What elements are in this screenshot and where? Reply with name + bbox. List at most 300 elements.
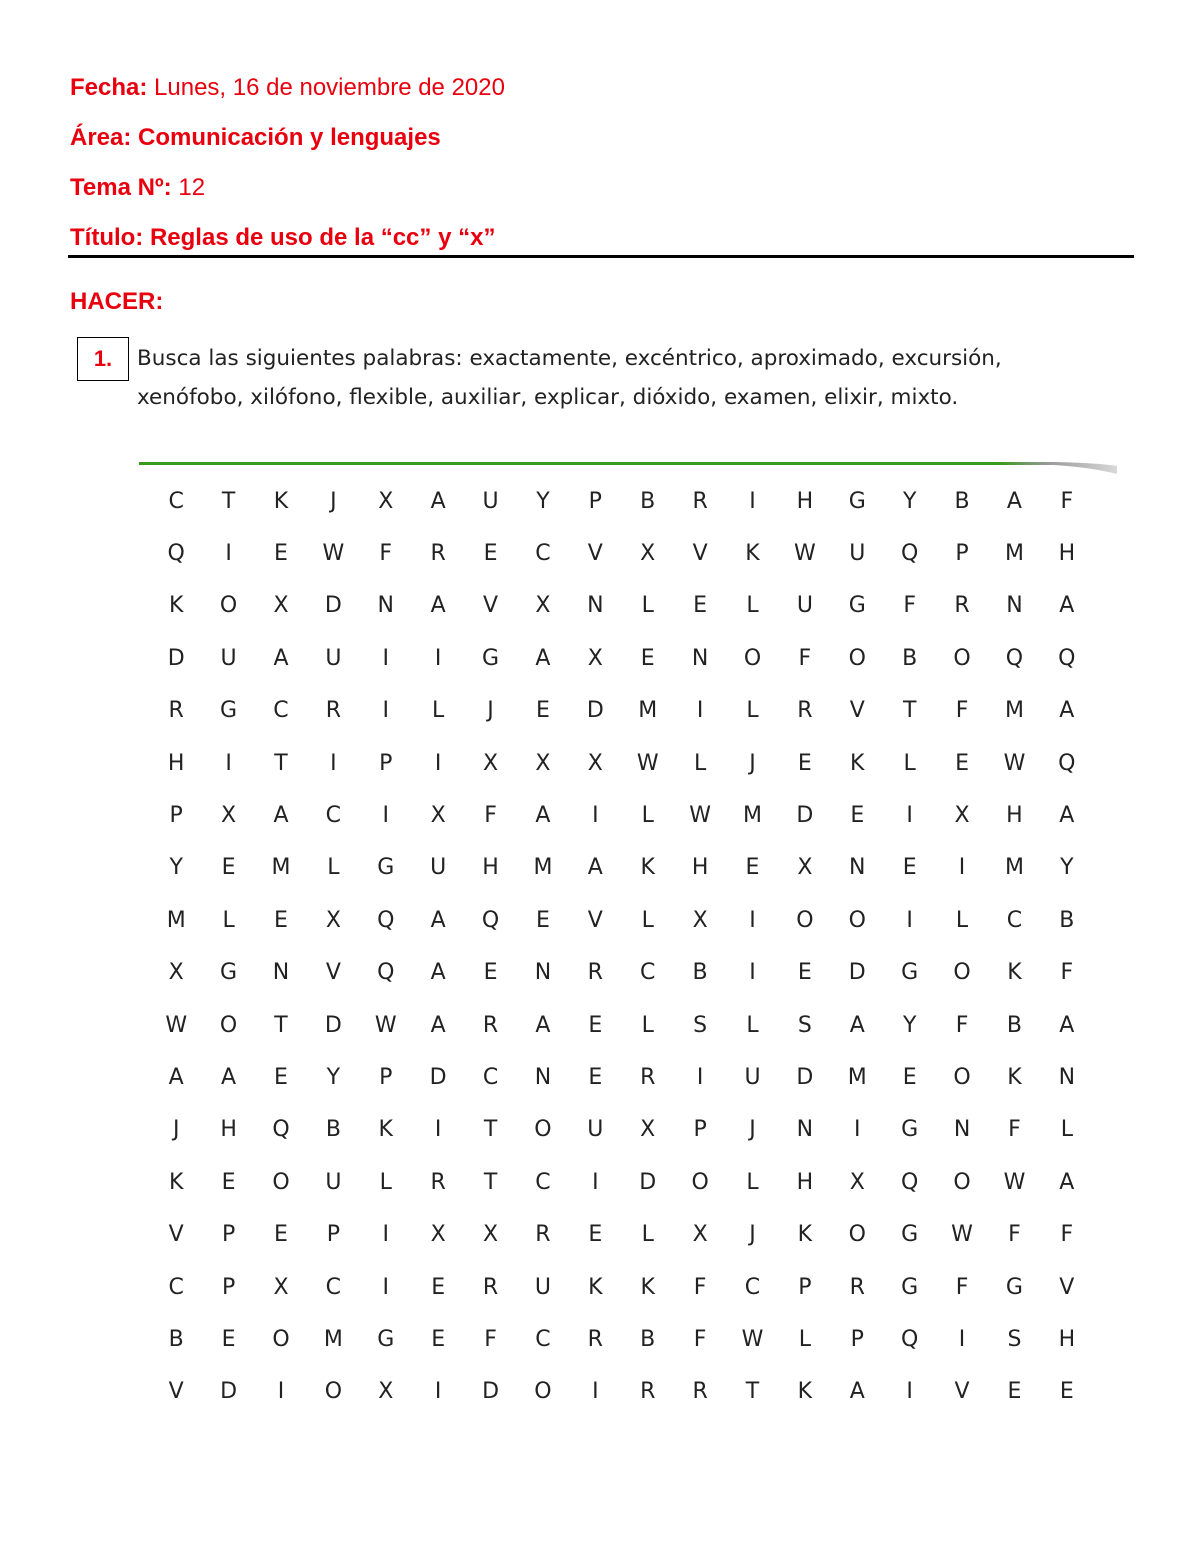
grid-letter: A bbox=[535, 1012, 551, 1038]
grid-letter: R bbox=[797, 698, 813, 724]
grid-letter: D bbox=[167, 645, 185, 671]
grid-letter: P bbox=[326, 1222, 340, 1248]
grid-letter: D bbox=[848, 960, 866, 986]
grid-letter: E bbox=[745, 855, 760, 881]
grid-letter: Y bbox=[536, 488, 550, 514]
grid-letter: J bbox=[749, 750, 756, 776]
grid-letter: L bbox=[746, 1169, 759, 1195]
grid-letter: F bbox=[903, 593, 916, 619]
grid-letter: C bbox=[744, 1274, 761, 1300]
grid-letter: T bbox=[745, 1379, 760, 1405]
grid-letter: X bbox=[692, 907, 708, 933]
grid-letter: N bbox=[1006, 593, 1023, 619]
grid-letter: A bbox=[430, 960, 446, 986]
grid-letter: Q bbox=[1005, 645, 1024, 671]
grid-letter: X bbox=[797, 855, 813, 881]
grid-letter: Y bbox=[1060, 855, 1074, 881]
grid-letter: C bbox=[482, 1064, 499, 1090]
grid-letter: D bbox=[482, 1379, 500, 1405]
grid-letter: G bbox=[377, 855, 395, 881]
grid-letter: G bbox=[901, 1222, 919, 1248]
grid-letter: K bbox=[273, 488, 289, 514]
grid-letter: E bbox=[483, 541, 498, 567]
grid-letter: X bbox=[587, 645, 603, 671]
grid-letter: K bbox=[378, 1117, 393, 1143]
grid-letter: K bbox=[797, 1222, 813, 1248]
grid-letter: D bbox=[220, 1379, 238, 1405]
grid-letter: S bbox=[693, 1012, 708, 1038]
grid-letter: A bbox=[535, 645, 551, 671]
grid-letter: F bbox=[484, 1326, 497, 1352]
grid-letter: K bbox=[1007, 960, 1022, 986]
grid-letter: O bbox=[691, 1169, 709, 1195]
grid-letter: L bbox=[903, 750, 916, 776]
grid-letter: V bbox=[587, 541, 603, 567]
grid-letter: C bbox=[535, 541, 551, 567]
grid-letter: A bbox=[430, 1012, 446, 1038]
grid-letter: W bbox=[741, 1326, 764, 1352]
grid-letter: F bbox=[1060, 960, 1074, 986]
grid-letter: G bbox=[220, 698, 238, 724]
grid-letter: H bbox=[1058, 1326, 1076, 1352]
grid-letter: I bbox=[749, 907, 756, 933]
grid-letter: A bbox=[430, 593, 446, 619]
grid-letter: E bbox=[221, 1169, 236, 1195]
grid-letter: U bbox=[325, 645, 342, 671]
grid-letter: H bbox=[220, 1117, 237, 1143]
grid-letter: Q bbox=[1058, 645, 1076, 671]
grid-letter: I bbox=[382, 1274, 389, 1300]
grid-letter: I bbox=[277, 1379, 285, 1405]
grid-letter: N bbox=[272, 960, 290, 986]
grid-letter: R bbox=[430, 1169, 446, 1195]
grid-letter: X bbox=[378, 488, 394, 514]
grid-letter: L bbox=[641, 1012, 654, 1038]
grid-letter: A bbox=[1059, 593, 1075, 619]
grid-letter: L bbox=[641, 593, 654, 619]
grid-letter: W bbox=[636, 750, 659, 776]
grid-letter: X bbox=[378, 1379, 394, 1405]
grid-letter: P bbox=[221, 1274, 236, 1300]
grid-letter: B bbox=[168, 1326, 184, 1352]
grid-letter: V bbox=[325, 960, 341, 986]
grid-letter: C bbox=[273, 698, 289, 724]
grid-letter: X bbox=[221, 803, 237, 829]
grid-letter: L bbox=[746, 1012, 759, 1038]
grid-letter: O bbox=[848, 645, 866, 671]
grid-letter: U bbox=[220, 645, 237, 671]
grid-letter: G bbox=[848, 593, 866, 619]
grid-letter: O bbox=[848, 1222, 866, 1248]
grid-letter: V bbox=[1059, 1274, 1075, 1300]
grid-letter: H bbox=[796, 1169, 814, 1195]
section-title: HACER: bbox=[70, 288, 164, 315]
grid-letter: R bbox=[640, 1379, 656, 1405]
grid-letter: E bbox=[274, 1064, 288, 1090]
grid-letter: F bbox=[379, 541, 393, 567]
exercise-number: 1. bbox=[93, 346, 113, 371]
grid-letter: F bbox=[484, 803, 497, 829]
grid-letter: N bbox=[587, 593, 604, 619]
grid-letter: E bbox=[483, 960, 498, 986]
grid-letter: D bbox=[796, 1064, 814, 1090]
title-line bbox=[70, 224, 495, 252]
grid-letter: V bbox=[168, 1222, 184, 1248]
grid-letter: E bbox=[1059, 1379, 1074, 1405]
grid-letter: Q bbox=[167, 541, 185, 567]
grid-letter: M bbox=[847, 1064, 867, 1090]
grid-letter: G bbox=[901, 1117, 919, 1143]
area-label: Área: Comunicación y lenguajes bbox=[70, 124, 441, 151]
grid-letter: I bbox=[434, 1379, 442, 1405]
grid-letter: C bbox=[1006, 907, 1023, 933]
grid-letter: E bbox=[221, 1326, 236, 1352]
grid-letter: H bbox=[1058, 541, 1076, 567]
grid-letter: I bbox=[382, 1222, 389, 1248]
grid-letter: F bbox=[693, 1326, 707, 1352]
date-value: Lunes, 16 de noviembre de 2020 bbox=[147, 74, 505, 101]
grid-letter: X bbox=[640, 541, 656, 567]
green-divider-bar bbox=[139, 460, 1117, 476]
grid-letter: I bbox=[592, 1169, 599, 1195]
grid-letter: L bbox=[641, 803, 654, 829]
grid-letter: U bbox=[482, 488, 499, 514]
grid-letter: H bbox=[1006, 803, 1023, 829]
grid-letter: Q bbox=[377, 960, 395, 986]
grid-letter: T bbox=[483, 1117, 498, 1143]
grid-letter: M bbox=[271, 855, 291, 881]
grid-letter: O bbox=[953, 960, 971, 986]
grid-letter: L bbox=[432, 698, 445, 724]
grid-letter: E bbox=[1007, 1379, 1022, 1405]
grid-letter: U bbox=[744, 1064, 761, 1090]
grid-letter: O bbox=[953, 1169, 971, 1195]
grid-letter: X bbox=[483, 1222, 499, 1248]
grid-letter: M bbox=[1004, 541, 1024, 567]
grid-letter: E bbox=[640, 645, 655, 671]
grid-letter: F bbox=[798, 645, 812, 671]
grid-letter: E bbox=[797, 750, 812, 776]
grid-letter: U bbox=[430, 855, 447, 881]
grid-letter: D bbox=[796, 803, 814, 829]
grid-letter: X bbox=[483, 750, 499, 776]
grid-letter: P bbox=[379, 750, 393, 776]
grid-letter: K bbox=[640, 1274, 655, 1300]
grid-letter: E bbox=[902, 1064, 917, 1090]
grid-letter: M bbox=[743, 803, 762, 829]
grid-letter: P bbox=[379, 1064, 393, 1090]
grid-letter: P bbox=[955, 541, 969, 567]
grid-letter: I bbox=[906, 803, 913, 829]
grid-letter: B bbox=[640, 1326, 656, 1352]
grid-letter: X bbox=[273, 593, 289, 619]
grid-letter: N bbox=[534, 960, 552, 986]
grid-letter: T bbox=[483, 1169, 498, 1195]
grid-letter: Q bbox=[901, 1326, 919, 1352]
grid-letter: X bbox=[325, 907, 341, 933]
grid-letter: A bbox=[849, 1379, 865, 1405]
grid-letter: V bbox=[483, 593, 499, 619]
grid-letter: X bbox=[692, 1222, 708, 1248]
grid-letter: W bbox=[1003, 1169, 1026, 1195]
grid-letter: P bbox=[693, 1117, 707, 1143]
grid-letter: E bbox=[588, 1012, 603, 1038]
grid-letter: A bbox=[168, 1064, 184, 1090]
grid-letter: V bbox=[849, 698, 865, 724]
grid-letter: J bbox=[749, 1222, 756, 1248]
grid-letter: A bbox=[273, 645, 289, 671]
grid-letter: I bbox=[382, 698, 389, 724]
grid-letter: P bbox=[169, 803, 183, 829]
grid-letter: X bbox=[168, 960, 184, 986]
grid-letter: T bbox=[274, 1012, 288, 1038]
grid-letter: I bbox=[225, 541, 232, 567]
grid-letter: F bbox=[955, 698, 969, 724]
grid-letter: I bbox=[958, 855, 966, 881]
grid-letter: K bbox=[850, 750, 865, 776]
grid-letter: G bbox=[901, 1274, 919, 1300]
grid-letter: C bbox=[535, 1169, 551, 1195]
grid-letter: X bbox=[640, 1117, 656, 1143]
grid-letter: Q bbox=[481, 907, 500, 933]
topic-line bbox=[70, 174, 205, 202]
grid-letter: A bbox=[430, 907, 446, 933]
grid-letter: E bbox=[431, 1326, 446, 1352]
grid-letter: A bbox=[273, 803, 289, 829]
grid-letter: A bbox=[1059, 1012, 1075, 1038]
grid-letter: L bbox=[222, 907, 235, 933]
grid-letter: O bbox=[272, 1326, 290, 1352]
grid-letter: N bbox=[953, 1117, 971, 1143]
grid-letter: R bbox=[325, 698, 342, 724]
grid-letter: Y bbox=[902, 488, 917, 514]
grid-letter: O bbox=[219, 1012, 238, 1038]
grid-letter: D bbox=[324, 593, 342, 619]
grid-letter: K bbox=[168, 593, 184, 619]
grid-letter: K bbox=[640, 855, 655, 881]
grid-letter: E bbox=[274, 907, 288, 933]
grid-letter: X bbox=[849, 1169, 865, 1195]
grid-letter: F bbox=[1060, 488, 1074, 514]
grid-letter: O bbox=[953, 1064, 971, 1090]
grid-letter: B bbox=[902, 645, 918, 671]
grid-letter: X bbox=[535, 593, 551, 619]
grid-letter: H bbox=[691, 855, 709, 881]
grid-letter: X bbox=[273, 1274, 289, 1300]
grid-letter: H bbox=[796, 488, 814, 514]
grid-letter: W bbox=[322, 541, 345, 567]
grid-letter: M bbox=[1004, 855, 1024, 881]
area-line bbox=[70, 124, 441, 152]
grid-letter: N bbox=[691, 645, 709, 671]
grid-letter: X bbox=[535, 750, 551, 776]
title-label: Título: Reglas de uso de la “cc” y “x” bbox=[70, 224, 496, 251]
grid-letter: B bbox=[1059, 907, 1075, 933]
grid-letter: S bbox=[1007, 1326, 1022, 1352]
grid-letter: E bbox=[902, 855, 917, 881]
grid-letter: U bbox=[849, 541, 866, 567]
grid-letter: J bbox=[749, 1117, 756, 1143]
grid-letter: O bbox=[324, 1379, 343, 1405]
grid-letter: I bbox=[382, 803, 389, 829]
grid-letter: A bbox=[430, 488, 446, 514]
grid-letter: E bbox=[274, 541, 288, 567]
grid-letter: V bbox=[692, 541, 708, 567]
grid-letter: O bbox=[796, 907, 814, 933]
grid-letter: A bbox=[1006, 488, 1022, 514]
grid-letter: Q bbox=[901, 541, 919, 567]
grid-letter: D bbox=[586, 698, 604, 724]
grid-letter: N bbox=[1058, 1064, 1076, 1090]
grid-letter: F bbox=[955, 1012, 969, 1038]
grid-letter: I bbox=[749, 960, 756, 986]
grid-letter: P bbox=[850, 1326, 864, 1352]
grid-letter: J bbox=[330, 488, 337, 514]
topic-value: 12 bbox=[171, 174, 206, 201]
grid-letter: L bbox=[641, 1222, 654, 1248]
grid-letter: E bbox=[535, 907, 550, 933]
grid-letter: J bbox=[487, 698, 494, 724]
grid-letter: E bbox=[431, 1274, 446, 1300]
grid-letter: W bbox=[689, 803, 711, 829]
grid-letter: I bbox=[434, 1117, 442, 1143]
grid-letter: E bbox=[850, 803, 865, 829]
grid-letter: O bbox=[848, 907, 866, 933]
grid-letter: Y bbox=[902, 1012, 917, 1038]
grid-letter: N bbox=[796, 1117, 814, 1143]
grid-letter: O bbox=[534, 1379, 552, 1405]
grid-letter: T bbox=[221, 488, 236, 514]
grid-letter: I bbox=[696, 698, 704, 724]
grid-letter: C bbox=[168, 1274, 184, 1300]
grid-letter: S bbox=[797, 1012, 812, 1038]
grid-letter: L bbox=[955, 907, 969, 933]
date-label: Fecha: bbox=[70, 74, 148, 101]
grid-letter: I bbox=[854, 1117, 861, 1143]
grid-letter: F bbox=[1008, 1117, 1021, 1143]
grid-letter: M bbox=[638, 698, 658, 724]
grid-letter: F bbox=[955, 1274, 969, 1300]
grid-letter: B bbox=[1006, 1012, 1022, 1038]
grid-letter: B bbox=[954, 488, 970, 514]
grid-letter: Q bbox=[377, 907, 395, 933]
grid-letter: W bbox=[165, 1012, 188, 1038]
grid-letter: O bbox=[534, 1117, 552, 1143]
grid-letter: O bbox=[219, 593, 238, 619]
grid-letter: I bbox=[906, 1379, 913, 1405]
grid-letter: K bbox=[588, 1274, 603, 1300]
grid-letter: W bbox=[374, 1012, 397, 1038]
grid-letter: L bbox=[693, 750, 707, 776]
grid-letter: I bbox=[382, 645, 389, 671]
grid-letter: I bbox=[958, 1326, 966, 1352]
grid-letter: D bbox=[324, 1012, 342, 1038]
grid-letter: R bbox=[430, 541, 446, 567]
grid-letter: P bbox=[221, 1222, 236, 1248]
date-line bbox=[70, 74, 505, 102]
grid-letter: I bbox=[434, 750, 442, 776]
grid-letter: I bbox=[330, 750, 337, 776]
grid-letter: E bbox=[588, 1064, 603, 1090]
grid-letter: B bbox=[640, 488, 656, 514]
grid-letter: X bbox=[430, 1222, 446, 1248]
grid-letter: K bbox=[1007, 1064, 1022, 1090]
grid-letter: H bbox=[167, 750, 185, 776]
grid-letter: M bbox=[533, 855, 553, 881]
grid-letter: B bbox=[325, 1117, 341, 1143]
grid-letter: C bbox=[535, 1326, 551, 1352]
grid-letter: D bbox=[639, 1169, 657, 1195]
grid-letter: A bbox=[587, 855, 603, 881]
grid-letter: V bbox=[587, 907, 603, 933]
grid-letter: U bbox=[796, 593, 813, 619]
grid-letter: K bbox=[745, 541, 760, 567]
grid-letter: H bbox=[482, 855, 499, 881]
grid-letter: A bbox=[535, 803, 551, 829]
grid-letter: R bbox=[692, 488, 708, 514]
grid-letter: G bbox=[1005, 1274, 1023, 1300]
grid-letter: R bbox=[587, 960, 603, 986]
grid-letter: U bbox=[325, 1169, 342, 1195]
grid-letter: L bbox=[746, 593, 759, 619]
grid-letter: I bbox=[592, 803, 599, 829]
grid-letter: R bbox=[954, 593, 970, 619]
exercise-number-box bbox=[77, 337, 129, 381]
grid-letter: W bbox=[794, 541, 816, 567]
grid-letter: I bbox=[696, 1064, 704, 1090]
grid-letter: P bbox=[588, 488, 602, 514]
grid-letter: J bbox=[172, 1117, 180, 1143]
grid-letter: W bbox=[951, 1222, 973, 1248]
grid-letter: M bbox=[323, 1326, 343, 1352]
grid-letter: I bbox=[434, 645, 442, 671]
grid-letter: E bbox=[797, 960, 812, 986]
grid-letter: C bbox=[640, 960, 656, 986]
grid-letter: T bbox=[274, 750, 288, 776]
grid-letter: X bbox=[430, 803, 446, 829]
grid-letter: G bbox=[220, 960, 238, 986]
grid-letter: R bbox=[535, 1222, 551, 1248]
grid-letter: X bbox=[954, 803, 970, 829]
grid-letter: E bbox=[274, 1222, 288, 1248]
exercise-instructions: Busca las siguientes palabras: exactamente, excéntrico, aproximado, excursión, xenófobo, xilófono, flexible, auxiliar, explicar, dióxido, examen, elixir, mixto. bbox=[137, 346, 1002, 410]
grid-letter: P bbox=[798, 1274, 812, 1300]
grid-letter: R bbox=[692, 1379, 708, 1405]
grid-letter: L bbox=[798, 1326, 812, 1352]
grid-letter: O bbox=[272, 1169, 290, 1195]
grid-letter: U bbox=[587, 1117, 604, 1143]
grid-letter: N bbox=[849, 855, 866, 881]
grid-letter: E bbox=[535, 698, 550, 724]
grid-letter: L bbox=[327, 855, 340, 881]
grid-letter: I bbox=[225, 750, 232, 776]
header-divider bbox=[68, 255, 1134, 258]
grid-letter: Y bbox=[169, 855, 183, 881]
grid-letter: L bbox=[746, 698, 759, 724]
grid-letter: W bbox=[1003, 750, 1026, 776]
grid-letter: U bbox=[534, 1274, 551, 1300]
grid-letter: I bbox=[592, 1379, 599, 1405]
topic-label: Tema Nº: bbox=[70, 174, 172, 201]
grid-letter: D bbox=[429, 1064, 447, 1090]
grid-letter: L bbox=[1060, 1117, 1073, 1143]
grid-letter: A bbox=[1059, 1169, 1075, 1195]
grid-letter: R bbox=[482, 1274, 499, 1300]
grid-letter: C bbox=[168, 488, 184, 514]
grid-letter: B bbox=[692, 960, 708, 986]
grid-letter: Q bbox=[1058, 750, 1076, 776]
grid-letter: Y bbox=[326, 1064, 341, 1090]
